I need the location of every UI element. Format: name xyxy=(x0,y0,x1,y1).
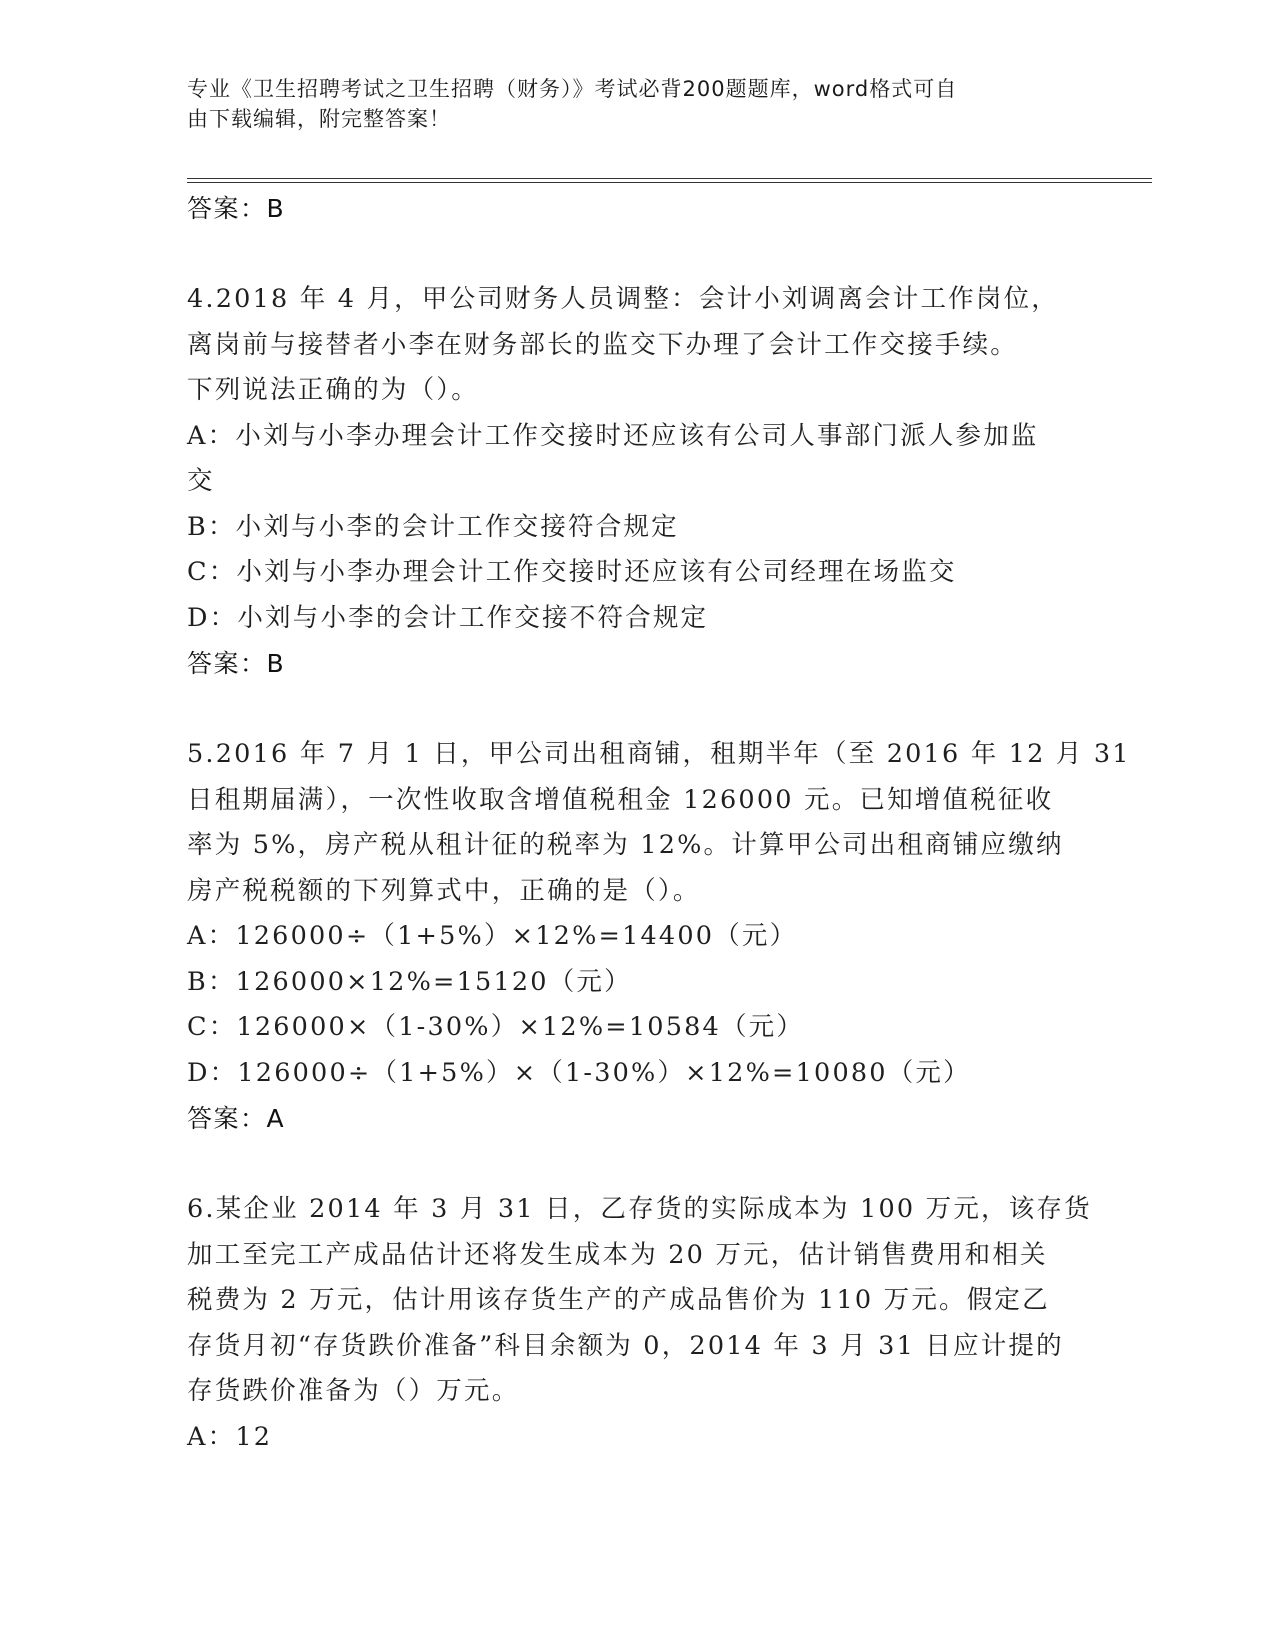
question-4-option-d: D：小刘与小李的会计工作交接不符合规定 xyxy=(187,602,709,633)
spacer xyxy=(187,232,1087,278)
question-5-stem-line: 日租期届满），一次性收取含增值税租金 126000 元。已知增值税征收 xyxy=(187,784,1054,815)
question-4-option-c: C：小刘与小李办理会计工作交接时还应该有公司经理在场监交 xyxy=(187,557,957,587)
question-5-option-c: C：126000×（1-30%）×12%=10584（元） xyxy=(187,1012,805,1042)
question-5-stem-line: 5.2016 年 7 月 1 日，甲公司出租商铺，租期半年（至 2016 年 12 月 31 xyxy=(187,739,1131,769)
question-5-answer: 答案：A xyxy=(187,1104,286,1133)
question-5 xyxy=(187,732,1131,1142)
question-6-stem-line: 存货月初“存货跌价准备”科目余额为 0，2014 年 3 月 31 日应计提的 xyxy=(187,1330,1064,1361)
question-4-option-b: B：小刘与小李的会计工作交接符合规定 xyxy=(187,511,679,542)
question-6 xyxy=(187,1187,1092,1460)
question-5-option-d: D：126000÷（1+5%）×（1-30%）×12%=10080（元） xyxy=(187,1057,971,1088)
question-6-stem-line: 税费为 2 万元，估计用该存货生产的产成品售价为 110 万元。假定乙 xyxy=(187,1285,1050,1315)
header-divider-thin xyxy=(187,178,1152,179)
header-line-1: 专业《卫生招聘考试之卫生招聘（财务）》考试必背200题题库，word格式可自 xyxy=(187,77,958,101)
question-6-stem-line: 加工至完工产成品估计还将发生成本为 20 万元，估计销售费用和相关 xyxy=(187,1239,1048,1270)
question-4-stem-line: 下列说法正确的为（）。 xyxy=(187,375,479,405)
question-4-stem-line: 离岗前与接替者小李在财务部长的监交下办理了会计工作交接手续。 xyxy=(187,329,1019,360)
spacer xyxy=(187,1142,1087,1188)
question-4 xyxy=(187,277,1087,687)
question-4-option-a: A：小刘与小李办理会计工作交接时还应该有公司人事部门派人参加监 xyxy=(187,420,1039,451)
question-4-option-a-cont: 交 xyxy=(187,466,215,496)
question-4-answer: 答案：B xyxy=(187,649,286,678)
document-body xyxy=(187,186,1131,1460)
spacer xyxy=(187,687,1087,733)
question-6-option-a: A：12 xyxy=(187,1421,273,1452)
header-line-2: 由下载编辑，附完整答案！ xyxy=(187,107,451,131)
question-6-stem-line: 存货跌价准备为（）万元。 xyxy=(187,1376,520,1406)
question-4-stem-line: 4.2018 年 4 月，甲公司财务人员调整：会计小刘调离会计工作岗位， xyxy=(187,284,1059,314)
question-5-stem-line: 率为 5%，房产税从租计征的税率为 12%。计算甲公司出租商铺应缴纳 xyxy=(187,830,1064,860)
answer-q3: 答案：B xyxy=(187,194,286,223)
question-5-stem-line: 房产税税额的下列算式中，正确的是（）。 xyxy=(187,875,701,906)
question-5-option-a: A：126000÷（1+5%）×12%=14400（元） xyxy=(187,921,798,951)
page-header xyxy=(187,74,1067,134)
question-6-stem-line: 6.某企业 2014 年 3 月 31 日，乙存货的实际成本为 100 万元，该存货 xyxy=(187,1194,1092,1224)
question-5-option-b: B：126000×12%=15120（元） xyxy=(187,966,632,997)
header-divider-thick xyxy=(187,182,1152,183)
